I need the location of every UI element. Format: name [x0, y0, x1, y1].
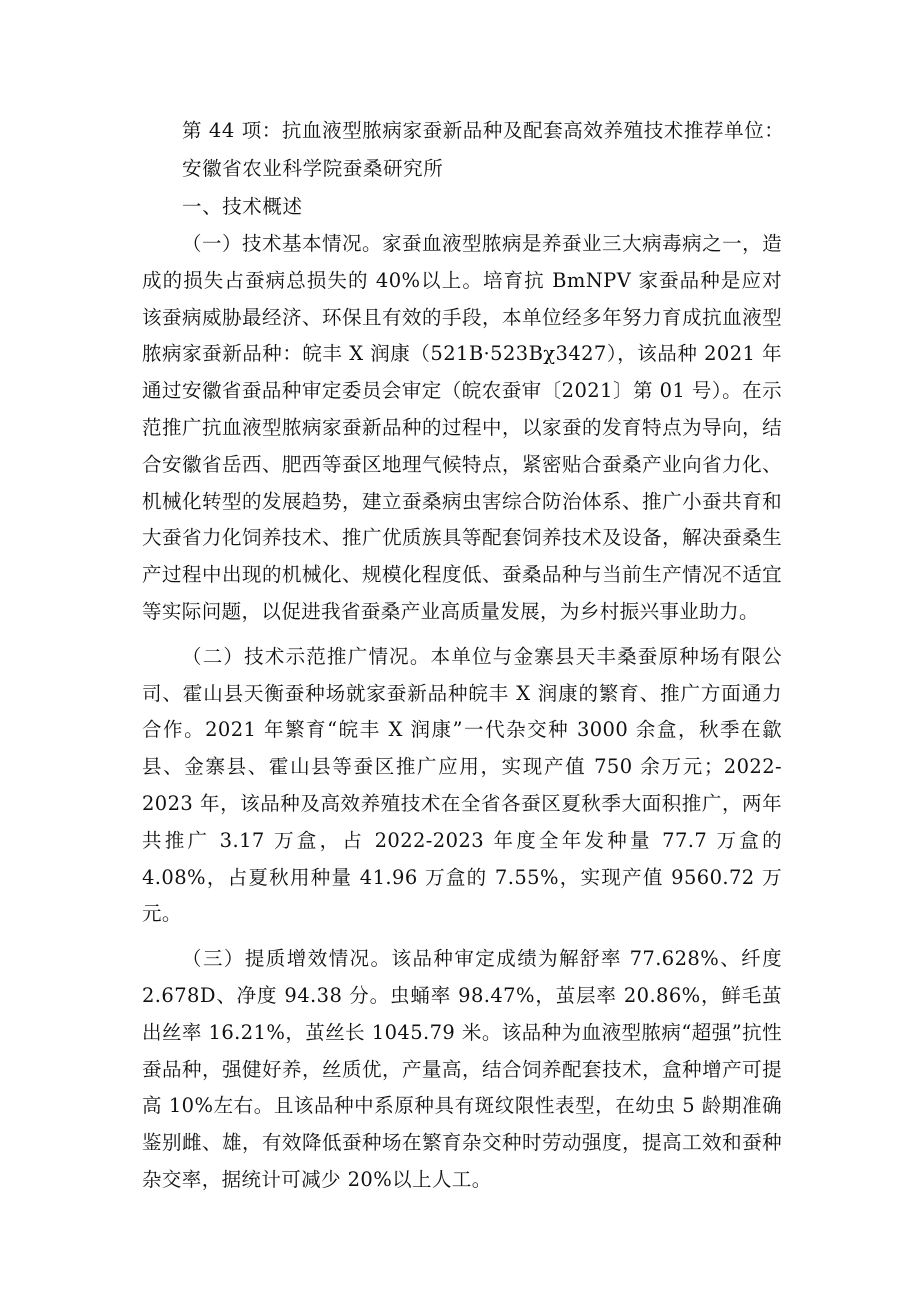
paragraph-quality-efficiency: （三）提质增效情况。该品种审定成绩为解舒率 77.628%、纤度 2.678D、净度 94.38 分。虫蛹率 98.47%，茧层率 20.86%，鲜毛茧出丝率 16.21%，茧丝长 1045.79 米。该品种为血液型脓病“超强”抗性蚕品种，强健好养，丝质优，产量高，结合饲养配套技术，盒种增产可提高 10%左右。且该品种中系原种具有斑纹限性表型，在幼虫 5 龄期准确鉴别雌、雄，有效降低蚕种场在繁育杂交种时劳动强度，提高工效和蚕种杂交率，据统计可减少 20%以上人工。 [142, 947, 782, 1191]
document-body [142, 112, 785, 1199]
paragraph-demonstration: （二）技术示范推广情况。本单位与金寨县天丰桑蚕原种场有限公司、霍山县天衡蚕种场就家蚕新品种皖丰 X 润康的繁育、推广方面通力合作。2021 年繁育“皖丰 X 润康”一代杂交种 3000 余盒，秋季在歙县、金寨县、霍山县等蚕区推广应用，实现产值 750 余万元；2022-2023 年，该品种及高效养殖技术在全省各蚕区夏秋季大面积推广，两年共推广 3.17 万盒，占 2022-2023 年度全年发种量 77.7 万盒的 4.08%，占夏秋用种量 41.96 万盒的 7.55%，实现产值 9560.72 万元。 [142, 644, 782, 926]
section-title: 一、技术概述 [182, 195, 303, 218]
item-heading: 第 44 项：抗血液型脓病家蚕新品种及配套高效养殖技术推荐单位： [182, 119, 785, 142]
recommending-unit: 安徽省农业科学院蚕桑研究所 [182, 157, 444, 180]
paragraph-basic-situation: （一）技术基本情况。家蚕血液型脓病是养蚕业三大病毒病之一，造成的损失占蚕病总损失的 40%以上。培育抗 BmNPV 家蚕品种是应对该蚕病威胁最经济、环保且有效的手段，本单位经多年努力育成抗血液型脓病家蚕新品种：皖丰 X 润康（521B·523Bχ3427），该品种 2021 年通过安徽省蚕品种审定委员会审定（皖农蚕审〔2021〕第 01 号）。在示范推广抗血液型脓病家蚕新品种的过程中，以家蚕的发育特点为导向，结合安徽省岳西、肥西等蚕区地理气候特点，紧密贴合蚕桑产业向省力化、机械化转型的发展趋势，建立蚕桑病虫害综合防治体系、推广小蚕共育和大蚕省力化饲养技术、推广优质族具等配套饲养技术及设备，解决蚕桑生产过程中出现的机械化、规模化程度低、蚕桑品种与当前生产情况不适宜等实际问题，以促进我省蚕桑产业高质量发展，为乡村振兴事业助力。 [142, 232, 782, 623]
